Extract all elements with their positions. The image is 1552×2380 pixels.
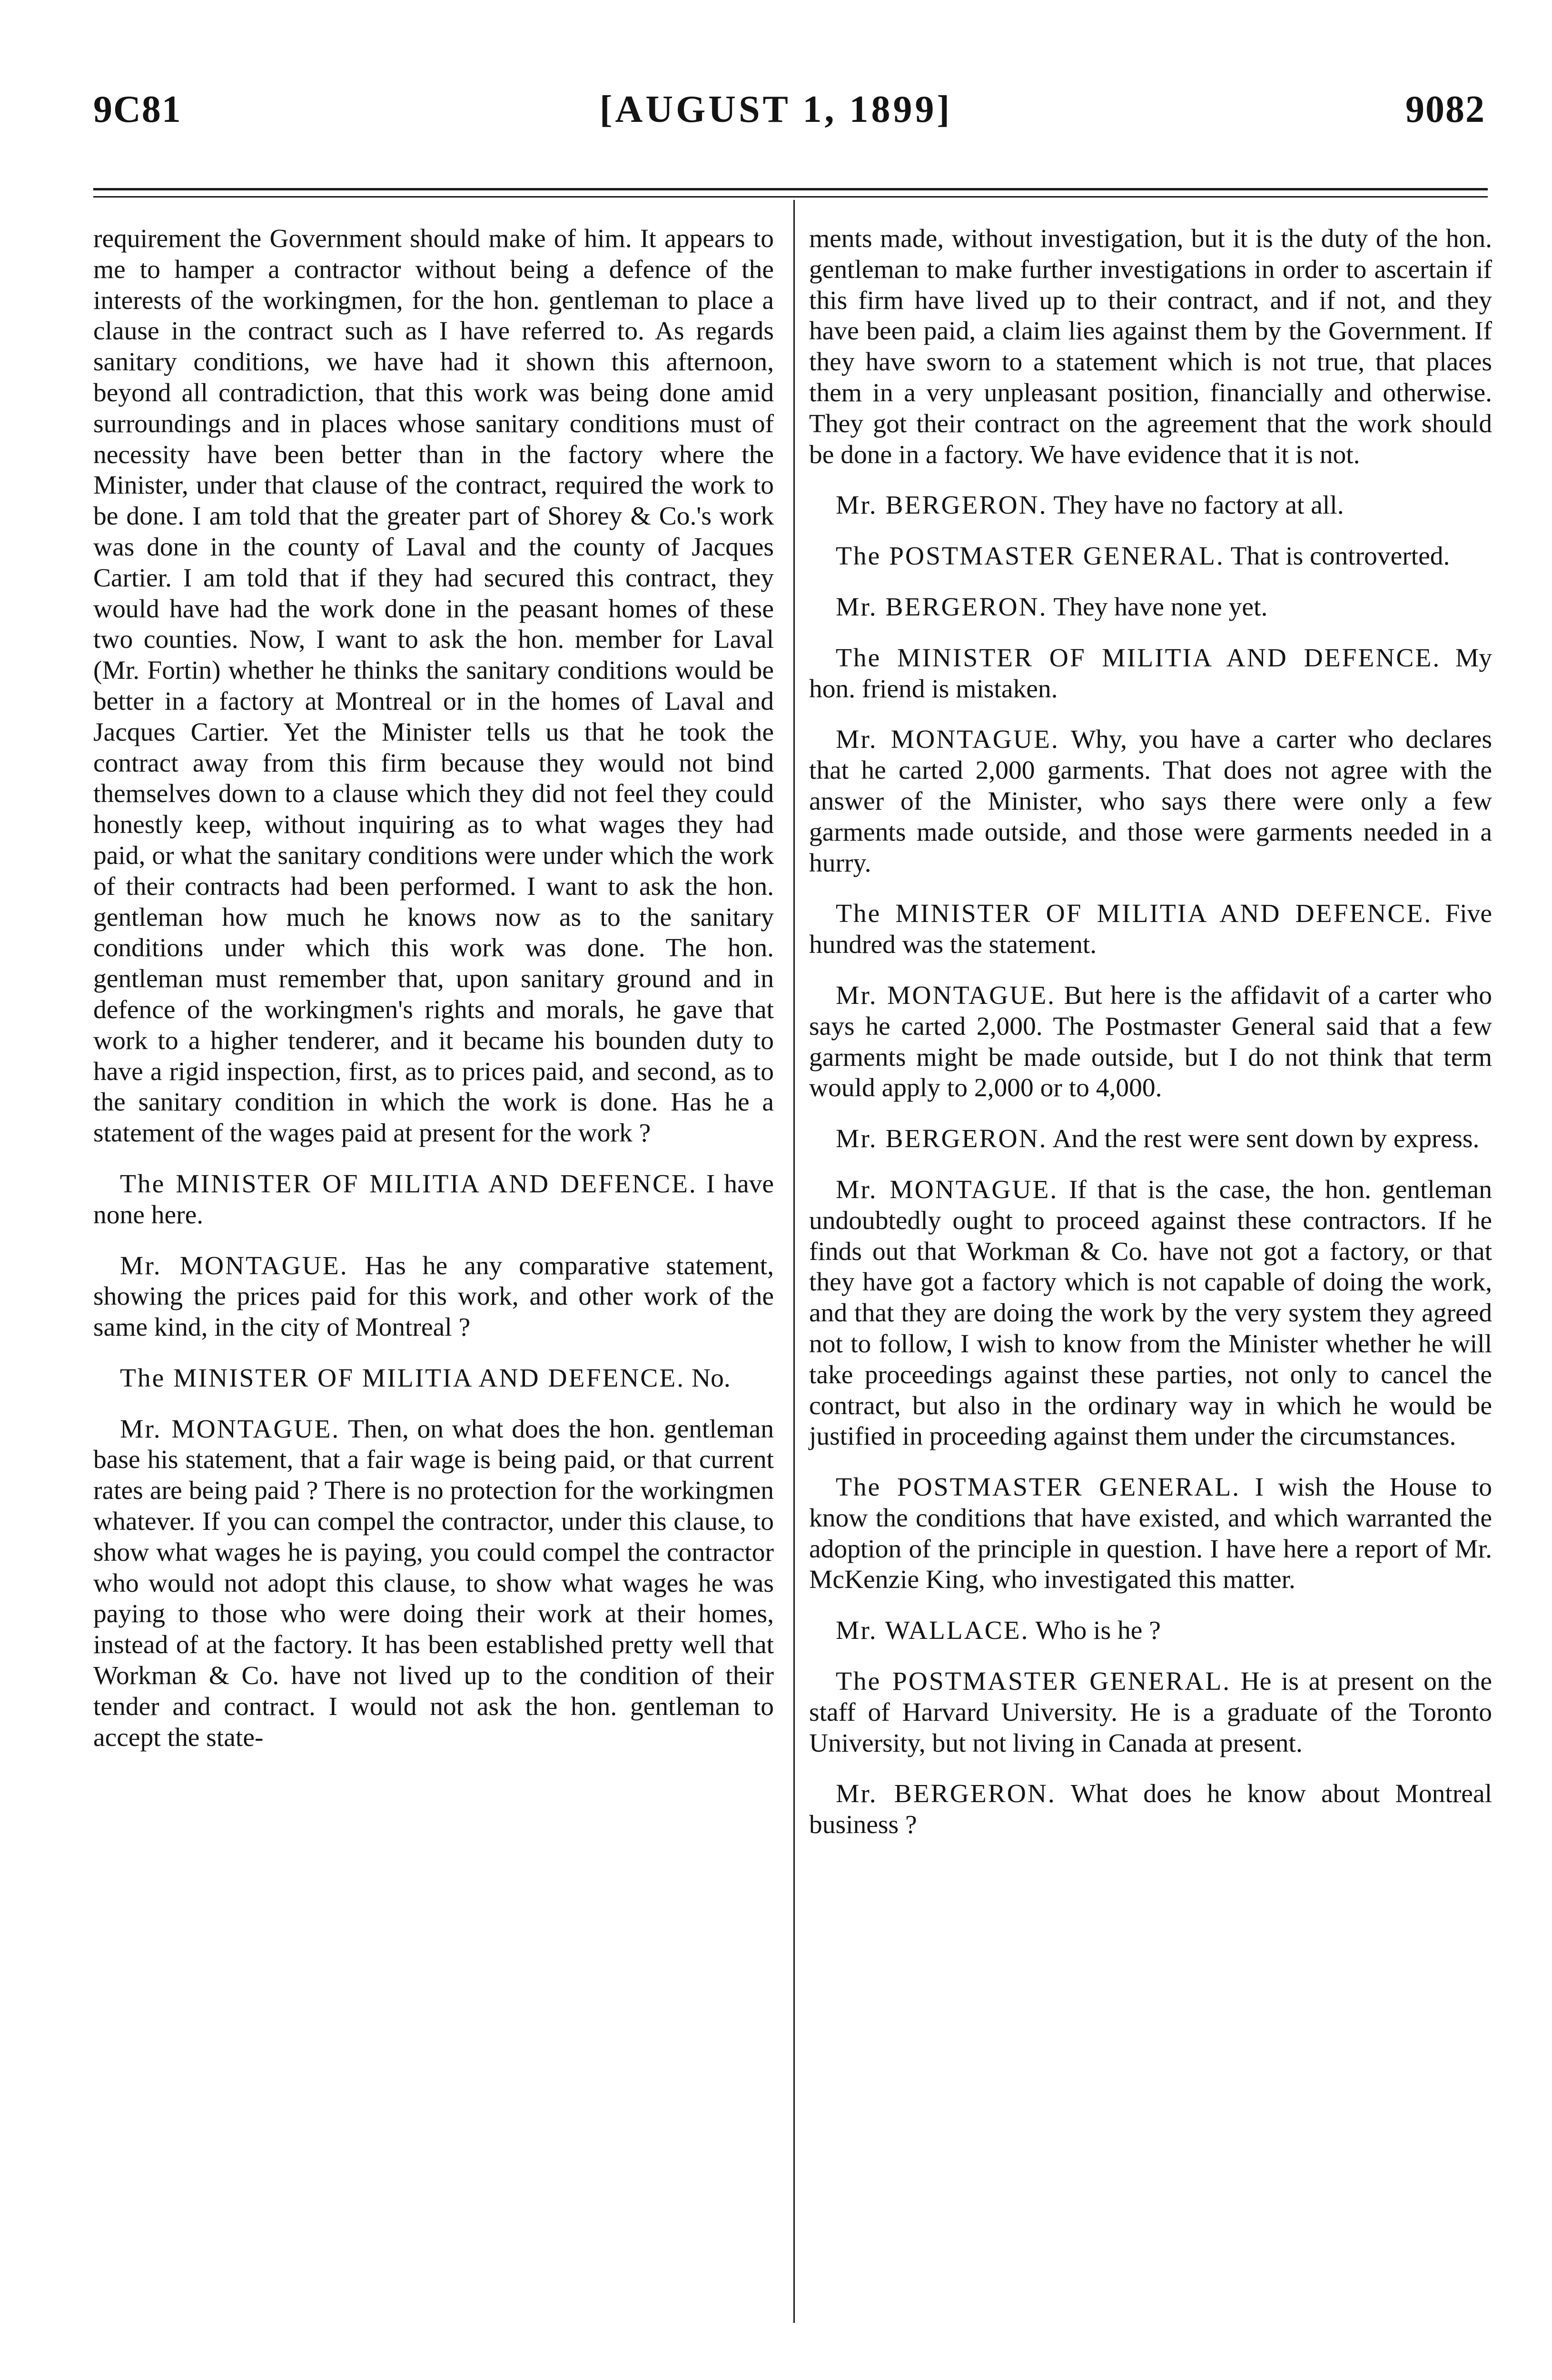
speech-paragraph	[809, 1779, 1492, 1841]
speech-text: ments made, without investigation, but it is the duty of the hon. gentleman to make further investigations in order to ascertain if this firm have lived up to their contract, and if not, and they have been paid, a claim lies against them by the Government. If they have sworn to a statement which is not true, that places them in a very unpleasant position, financially and otherwise. They got their contract on the agreement that the work should be done in a factory. We have evidence that it is not.	[809, 224, 1492, 469]
speaker-name: The POSTMASTER GENERAL.	[836, 1667, 1231, 1696]
speaker-name: Mr. MONTAGUE.	[120, 1251, 348, 1280]
speaker-name: Mr. MONTAGUE.	[836, 981, 1056, 1010]
speech-paragraph	[809, 724, 1492, 879]
speech-paragraph	[93, 1414, 774, 1754]
speech-paragraph	[809, 899, 1492, 961]
right-column	[809, 224, 1492, 1861]
page-date: [AUGUST 1, 1899]	[599, 89, 953, 130]
speaker-name: The POSTMASTER GENERAL.	[836, 1473, 1241, 1502]
speech-text: Five hundred was the statement.	[809, 899, 1493, 960]
header-rule	[93, 188, 1488, 190]
speech-text: He is at present on the staff of Harvard University. He is a graduate of the Toronto University, but not living in Canada at present.	[809, 1667, 1492, 1758]
speech-paragraph	[809, 981, 1492, 1104]
page-number-right: 9082	[1405, 89, 1485, 130]
speech-paragraph	[809, 1666, 1492, 1759]
speaker-name: Mr. MONTAGUE.	[836, 1175, 1058, 1204]
speech-text: If that is the case, the hon. gentleman undoubtedly ought to proceed against these contractors. If he finds out that Workman & Co. have not got a factory, or that they have got a factory which is not capable of doing the work, and that they are doing the work by the very system they agreed not to follow, I wish to know from the Minister whether he will take proceedings against these parties, not only to cancel the contract, but also in the ordinary way in which he would be justified in proceeding against them under the circumstances.	[809, 1175, 1492, 1451]
speaker-name: Mr. MONTAGUE.	[120, 1414, 340, 1444]
speech-paragraph	[809, 592, 1492, 623]
speech-text: I wish the House to know the conditions that have existed, and which warranted the adoption of the principle in question. I have here a report of Mr. McKenzie King, who investigated this matter.	[809, 1473, 1492, 1595]
continued-paragraph	[809, 224, 1492, 470]
speaker-name: Mr. BERGERON.	[836, 1124, 1048, 1154]
speech-paragraph	[809, 643, 1492, 705]
speech-text: Then, on what does the hon. gentleman base his statement, that a fair wage is being paid, or that current rates are being paid ? There is no protection for the workingmen whatever. If you can compel the contractor, under this clause, to show what wages he is paying, you could compel the contractor who would not adopt this clause, to show what wages he was paying to those who were doing their work at their homes, instead of at the factory. It has been established pretty well that Workman & Co. have not lived up to the condition of their tender and contract. I would not ask the hon. gentleman to accept the state-	[93, 1414, 774, 1752]
speech-text: Why, you have a carter who declares that he carted 2,000 garments. That does not agree with the answer of the Minister, who says there were only a few garments made outside, and those were garments needed in a hurry.	[809, 725, 1492, 878]
speaker-name: The MINISTER OF MILITIA AND DEFENCE.	[120, 1363, 685, 1393]
speech-text: But here is the affidavit of a carter who says he carted 2,000. The Postmaster General said that a few garments might be made outside, but I do not think that term would apply to 2,000 or to 4,000.	[809, 981, 1492, 1103]
speech-text: What does he know about Montreal business ?	[809, 1779, 1492, 1840]
speech-paragraph	[93, 1363, 774, 1394]
speaker-name: Mr. BERGERON.	[836, 491, 1048, 520]
speaker-name: Mr. WALLACE.	[836, 1616, 1029, 1646]
speaker-name: The POSTMASTER GENERAL.	[836, 542, 1225, 571]
continued-paragraph	[93, 224, 774, 1149]
speaker-name: The MINISTER OF MILITIA AND DEFENCE.	[836, 899, 1433, 929]
speech-text: requirement the Government should make of him. It appears to me to hamper a contractor without being a defence of the interests of the workingmen, for the hon. gentleman to place a clause in the contract such as I have referred to. As regards sanitary conditions, we have had it shown this afternoon, beyond all contradiction, that this work was being done amid surroundings and in places whose sanitary conditions must of necessity have been better than in the factory where the Minister, under that clause of the contract, required the work to be done. I am told that the greater part of Shorey & Co.'s work was done in the county of Laval and the county of Jacques Cartier. I am told that if they had secured this contract, they would have had the work done in the peasant homes of these two counties. Now, I want to ask the hon. member for Laval (Mr. Fortin) whether he thinks the sanitary conditions would be better in a factory at Montreal or in the homes of Laval and Jacques Cartier. Yet the Minister tells us that he took the contract away from this firm because they would not bind themselves down to a clause which they did not feel they could honestly keep, without inquiring as to what wages they had paid, or what the sanitary conditions were under which the work of their contracts had been performed. I want to ask the hon. gentleman how much he knows now as to the sanitary conditions under which this work was done. The hon. gentleman must remember that, upon sanitary ground and in defence of the workingmen's rights and morals, he gave that work to a higher tenderer, and it became his bounden duty to have a rigid inspection, first, as to prices paid, and second, as to the sanitary condition in which the work is done. Has he a statement of the wages paid at present for the work ?	[93, 224, 774, 1148]
speech-paragraph	[809, 1175, 1492, 1452]
speaker-name: Mr. BERGERON.	[836, 592, 1048, 622]
header-rule-thin	[93, 196, 1488, 198]
speech-text: No.	[691, 1363, 731, 1393]
speech-text: They have none yet.	[1053, 592, 1268, 622]
speech-paragraph	[809, 490, 1492, 521]
speech-paragraph	[93, 1169, 774, 1231]
speech-paragraph	[809, 1472, 1492, 1596]
speech-text: And the rest were sent down by express.	[1052, 1124, 1480, 1154]
speaker-name: The MINISTER OF MILITIA AND DEFENCE.	[120, 1169, 697, 1199]
speech-text: Who is he ?	[1035, 1616, 1161, 1646]
speech-text: They have no factory at all.	[1053, 491, 1344, 520]
speech-text: Has he any comparative statement, showing the prices paid for this work, and other work of the same kind, in the city of Montreal ?	[93, 1251, 774, 1342]
speech-paragraph	[809, 1124, 1492, 1155]
left-column	[93, 224, 774, 1773]
speech-text: I have none here.	[93, 1169, 774, 1230]
speech-paragraph	[809, 541, 1492, 572]
speech-text: That is controverted.	[1230, 542, 1450, 571]
speech-text: My hon. friend is mistaken.	[809, 643, 1493, 704]
speaker-name: Mr. MONTAGUE.	[836, 725, 1059, 754]
speaker-name: The MINISTER OF MILITIA AND DEFENCE.	[836, 643, 1441, 673]
page-number-left: 9C81	[93, 89, 182, 130]
column-divider	[793, 200, 795, 2323]
speech-paragraph	[809, 1616, 1492, 1646]
page-header	[0, 88, 1552, 159]
speech-paragraph	[93, 1251, 774, 1343]
speaker-name: Mr. BERGERON.	[836, 1779, 1056, 1809]
